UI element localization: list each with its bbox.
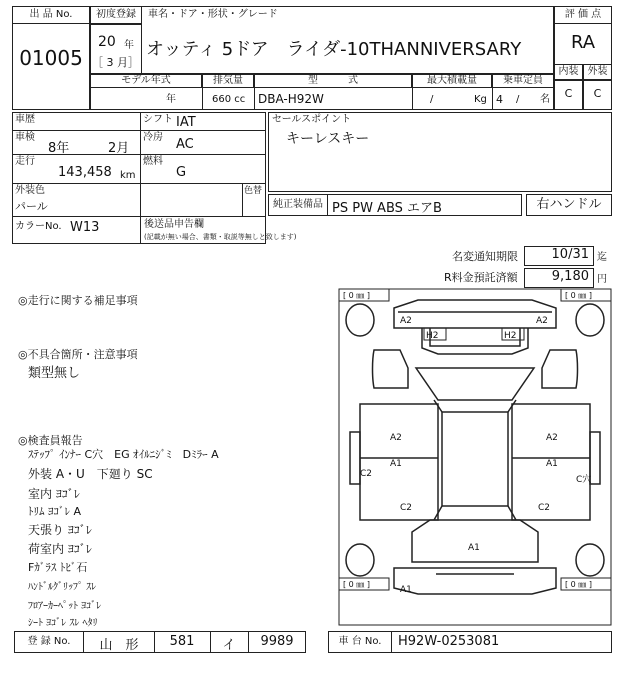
color-value: パール	[15, 200, 48, 213]
inspector-line: ｼｰﾄ ﾖｺﾞﾚ ｽﾚ ﾍﾀﾘ	[28, 618, 98, 629]
mark-headlight-left: H2	[426, 331, 439, 341]
model-type-value: DBA-H92W	[258, 92, 324, 106]
tread-label-fr: [ 0 ㎜ ]	[565, 291, 592, 300]
recycle-unit: 円	[597, 274, 607, 285]
capacity-unit: 名	[540, 94, 550, 105]
mark-right-rear-door: A1	[546, 459, 558, 469]
inspection-year: 8年	[48, 141, 70, 156]
capacity-label: 乗車定員	[492, 74, 554, 88]
mark-rear-bumper: A1	[400, 585, 412, 595]
mark-rear-hatch: A1	[468, 543, 480, 553]
car-name: オッティ 5ドア ライダ-10THANNIVERSARY	[146, 39, 522, 60]
registration-label: 登 録 No.	[14, 631, 84, 653]
exterior-label: 外装	[583, 64, 612, 80]
car-name-label: 車名・ドア・形状・グレード	[148, 9, 278, 20]
max-load-unit: Kg	[474, 94, 487, 105]
mark-front-bumper-left: A2	[400, 316, 412, 326]
ac-value: AC	[176, 137, 194, 152]
inspector-line: ﾊﾝﾄﾞﾙｸﾞﾘｯﾌﾟ ｽﾚ	[28, 582, 97, 593]
model-type-label: 型 式	[254, 74, 412, 88]
inspector-line: ｽﾃｯﾌﾟ ｲﾝﾅｰ C穴 EG ｵｲﾙﾆｼﾞﾐ Dﾐﾗｰ A	[28, 448, 219, 461]
inspector-line: Fｶﾞﾗｽ ﾄﾋﾞ石	[28, 561, 88, 574]
docs-note: (記載が無い場合、書類・取説等無しと致します)	[144, 233, 297, 241]
docs-label: 後送品申告欄	[144, 219, 204, 230]
fuel-label: 燃料	[143, 156, 163, 167]
displacement-label: 排気量	[202, 74, 254, 88]
displacement-value: 660 cc	[212, 94, 246, 105]
mileage-unit: km	[120, 170, 136, 181]
defect-text: 類型無し	[28, 366, 81, 381]
capacity-value: 4	[496, 93, 503, 106]
mark-front-bumper-right: A2	[536, 316, 548, 326]
first-reg-label: 初度登録	[90, 6, 142, 24]
registration-kana: イ	[222, 638, 236, 653]
driving-notes-title: ◎走行に関する補足事項	[18, 294, 138, 307]
registration-class: 581	[169, 634, 195, 649]
name-change-label: 名変通知期限	[452, 250, 518, 263]
recycle-value: 9,180	[524, 268, 594, 288]
color-no-value: W13	[70, 220, 100, 235]
first-reg-year: 20	[98, 34, 116, 50]
mileage-label: 走行	[15, 156, 35, 167]
mark-right-quarter: C2	[538, 503, 551, 513]
inspection-label: 車検	[15, 132, 35, 143]
car-damage-diagram	[338, 288, 612, 626]
handle-value: 右ハンドル	[526, 194, 612, 216]
mark-right-front-door: A2	[546, 433, 558, 443]
model-year-unit: 年	[166, 94, 176, 105]
max-load-slash: /	[430, 94, 434, 105]
exterior-grade: C	[583, 80, 612, 110]
tread-label-rl: [ 0 ㎜ ]	[343, 580, 370, 589]
capacity-slash: /	[516, 94, 520, 105]
model-year-label: モデル年式	[90, 74, 202, 88]
inspector-line: ﾄﾘﾑ ﾖｺﾞﾚ A	[28, 505, 82, 518]
interior-label: 内装	[554, 64, 583, 80]
shift-label: シフト	[143, 114, 173, 125]
eval-score: RA	[570, 32, 596, 53]
color-no-label: カラーNo.	[15, 221, 62, 232]
inspector-line: ﾌﾛｱｰｶｰﾍﾟｯﾄ ﾖｺﾞﾚ	[28, 601, 102, 612]
first-reg-month: ［ 3 月］	[92, 56, 139, 69]
mark-headlight-right: H2	[504, 331, 517, 341]
shift-value: IAT	[176, 115, 196, 130]
color-change-label: 色替	[244, 186, 263, 196]
registration-region: 山 形	[99, 638, 139, 653]
inspector-line: 天張り ﾖｺﾞﾚ	[28, 523, 92, 537]
mark-left-quarter: C2	[400, 503, 413, 513]
inspector-line: 外装 A・U 下廻り SC	[28, 467, 153, 481]
mark-right-step: C穴	[576, 475, 592, 485]
equipment-value: PS PW ABS エアB	[332, 201, 442, 216]
lot-label: 出 品 No.	[12, 6, 90, 24]
mark-left-front-door: A2	[390, 433, 402, 443]
inspector-line: 荷室内 ﾖｺﾞﾚ	[28, 542, 92, 556]
interior-grade: C	[554, 80, 583, 110]
inspector-title: ◎検査員報告	[18, 434, 83, 447]
name-change-value: 10/31	[524, 246, 594, 266]
defect-title: ◎不具合箇所・注意事項	[18, 348, 138, 361]
equipment-label: 純正装備品	[268, 194, 328, 216]
mark-left-rear-door: A1	[390, 459, 402, 469]
mark-left-step: C2	[360, 469, 373, 479]
recycle-label: R料金預託済額	[444, 271, 518, 284]
lot-number: 01005	[19, 46, 83, 70]
sales-point-value: キーレスキー	[286, 131, 370, 147]
eval-label: 評 価 点	[554, 6, 612, 24]
name-change-unit: 迄	[597, 252, 607, 263]
registration-number: 9989	[260, 634, 294, 649]
tread-label-rr: [ 0 ㎜ ]	[565, 580, 592, 589]
sales-point-label: セールスポイント	[272, 114, 352, 125]
first-reg-year-unit: 年	[124, 40, 134, 51]
max-load-label: 最大積載量	[412, 74, 492, 88]
history-label: 車歴	[15, 114, 35, 125]
fuel-value: G	[176, 165, 187, 180]
tread-label-fl: [ 0 ㎜ ]	[343, 291, 370, 300]
chassis-number: H92W-0253081	[398, 634, 500, 649]
inspection-month: 2月	[108, 141, 130, 156]
mileage-value: 143,458	[58, 165, 112, 180]
ac-label: 冷房	[143, 132, 163, 143]
inspector-line: 室内 ﾖｺﾞﾚ	[28, 487, 80, 501]
color-label: 外装色	[15, 185, 45, 196]
chassis-label: 車 台 No.	[328, 631, 392, 653]
